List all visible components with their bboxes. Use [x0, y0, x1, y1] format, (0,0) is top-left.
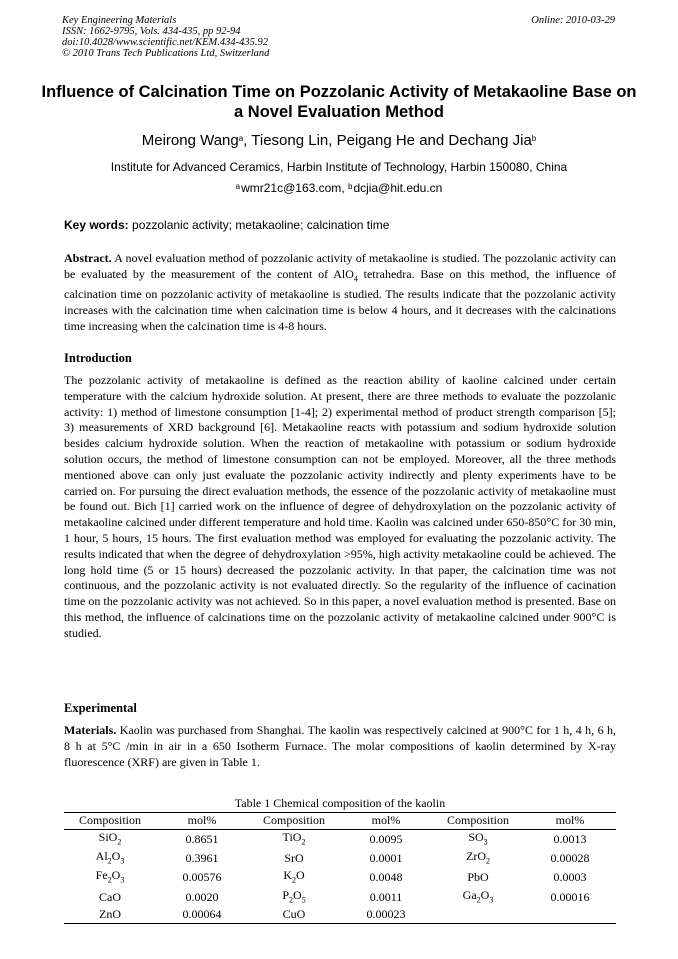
table-row: [64, 888, 616, 907]
composition-cell: TiO$_2$: [282, 829, 306, 846]
paper-title: Influence of Calcination Time on Pozzolanic Activity of Metakaoline Base on a Novel Evaluation Method: [41, 83, 637, 121]
composition-cell: ZnO: [64, 907, 156, 923]
composition-cell: CuO: [248, 907, 340, 923]
email-line: [40, 181, 638, 196]
author-mark: b: [531, 134, 537, 143]
affiliation: Institute for Advanced Ceramics, Harbin Institute of Technology, Harbin 150080, China: [110, 160, 568, 174]
author-name: Meirong Wang: [141, 132, 239, 149]
author-name: Tiesong Lin: [251, 132, 329, 149]
composition-table: [64, 812, 616, 924]
composition-cell: SiO$_2$: [98, 829, 122, 846]
composition-cell: PbO: [467, 870, 489, 885]
journal-header: [62, 15, 269, 59]
online-date: Online: 2010-03-29: [531, 15, 615, 26]
keywords-label: Key words:: [64, 218, 129, 232]
author-separator: and: [415, 132, 449, 149]
table-caption: Table 1 Chemical composition of the kaolin: [234, 796, 446, 810]
abstract-text: A novel evaluation method of pozzolanic activity of metakaoline is studied. The pozzolanic activity can be evaluated by the measurement of the content of AlO: [64, 251, 616, 281]
mol-percent-cell: 0.0095: [369, 831, 403, 846]
mol-percent-cell: 0.00576: [182, 870, 222, 885]
mol-percent-cell: 0.0020: [185, 889, 219, 904]
table-row: [64, 849, 616, 868]
materials-paragraph: [64, 723, 616, 770]
composition-cell: $Fe_2O_3$: [95, 868, 125, 885]
mol-percent-cell: 0.00028: [550, 851, 590, 866]
author-separator: ,: [328, 132, 337, 149]
mol-percent-cell: 0.00023: [340, 907, 432, 923]
mol-percent-cell: 0.0013: [553, 831, 587, 846]
column-header: mol%: [156, 813, 248, 830]
experimental-heading: Experimental: [64, 701, 137, 715]
mol-percent-cell: 0.0011: [369, 889, 403, 904]
email-address[interactable]: wmr21c@163.com: [241, 181, 342, 195]
composition-cell: $P_2O_5$: [282, 887, 306, 905]
composition-cell: $Al_2O_3$: [95, 848, 125, 866]
keywords-text: pozzolanic activity; metakaoline; calcination time: [128, 218, 390, 232]
abstract-label: Abstract.: [64, 251, 112, 265]
abstract: [64, 251, 616, 334]
table-body: [64, 829, 616, 923]
composition-cell: SrO: [284, 851, 304, 866]
mol-percent-cell: 0.0003: [553, 870, 587, 885]
email-separator: ,: [341, 181, 348, 195]
email-address[interactable]: dcjia@hit.edu.cn: [353, 181, 443, 195]
mol-percent-cell: 0.00064: [156, 907, 248, 923]
column-header: mol%: [524, 813, 616, 830]
mol-percent-cell: [524, 907, 616, 923]
author-mark: a: [238, 134, 244, 143]
table-header-row: [64, 813, 616, 830]
materials-label: Materials.: [64, 723, 117, 737]
keywords: [64, 218, 616, 233]
mol-percent-cell: 0.0001: [369, 851, 403, 866]
author-separator: ,: [243, 132, 252, 149]
column-header: mol%: [340, 813, 432, 830]
column-header: Composition: [64, 813, 156, 830]
column-header: Composition: [432, 813, 524, 830]
mol-percent-cell: 0.3961: [185, 851, 219, 866]
copyright-line: © 2010 Trans Tech Publications Ltd, Switzerland: [62, 48, 270, 59]
email-mark: a: [235, 182, 241, 191]
materials-text: Kaolin was purchased from Shanghai. The kaolin was respectively calcined at 900°C for 1 h, 4 h, 6 h, 8 h at 5°C /min in air in a 650 Isotherm Furnace. The molar compositions of kaolin determined by X-ray fluorescence (XRF) are given in Table 1.: [64, 723, 616, 769]
composition-cell: $K_2O$: [283, 868, 305, 885]
table-row: [64, 829, 616, 849]
abstract-subscript: 4: [353, 274, 358, 284]
journal-name: Key Engineering Materials: [62, 15, 177, 26]
doi-line: doi:10.4028/www.scientific.net/KEM.434-435.92: [62, 37, 268, 48]
composition-cell: CaO: [99, 889, 121, 904]
mol-percent-cell: 0.00016: [550, 889, 590, 904]
composition-cell: $SO_3$: [468, 829, 488, 846]
table-row: [64, 868, 616, 887]
mol-percent-cell: 0.0048: [369, 870, 403, 885]
author-name: Dechang Jia: [448, 132, 532, 149]
composition-cell: ZrO$_2$: [466, 848, 490, 866]
author-list: [40, 132, 638, 150]
mol-percent-cell: 0.8651: [185, 831, 219, 846]
table-row: [64, 907, 616, 923]
introduction-heading: Introduction: [64, 351, 132, 365]
composition-cell: [432, 907, 524, 923]
author-name: Peigang He: [336, 132, 416, 149]
composition-cell: $Ga_2O_3$: [462, 887, 494, 905]
column-header: Composition: [248, 813, 340, 830]
issn-line: ISSN: 1662-9795, Vols. 434-435, pp 92-94: [62, 26, 241, 37]
introduction-text: The pozzolanic activity of metakaoline is defined as the reaction ability of kaoline calcined under certain temperature with the calcium hydroxide solution. At present, there are three methods to evaluate the pozzolanic activity: 1) method of limestone consumption [1-4]; 2) experimental method of product strength comparison [5]; 3) measurements of XRD background [6]. Metakaoline reacts with potassium and sodium hydroxide solution besides calcium hydroxide solution. When the reaction of metakaoline with potassium or sodium hydroxide solution occurs, the method of limestone consumption can not be employed. Moreover, all the three methods mentioned above can only just evaluate the pozzolanic activity indirectly and plenty experiments have to be carried on. For pursuing the direct evaluation methods, the essence of the pozzolanic activity of metakaoline must be found out. Bich [1] carried work on the influence of degree of dehydroxylation on the pozzolanic activity of metakaoline calcined under different temperature and hold time. Kaolin was calcined under 650-850°C for 30 min, 1 hour, 5 hours, 15 hours. The first evaluation method was employed for evaluating the pozzolanic activity. The results indicated that when the degree of dehydroxylation >95%, high activity metakaoline could be achieved. The long hold time (5 or 15 hours) decreased the pozzolanic activity. In that paper, the calcination time was not continuous, and the pozzolanic activity is not evaluated directly. So the regularity of the influence of cacination time on the pozzolanic activity was not achieved. So in this paper, a novel evaluation method is presented. Base on this method, the influence of calcinations time on the pozzolanic activity of metakaoline calcined under 900°C is studied.: [64, 373, 616, 640]
email-mark: b: [347, 182, 353, 191]
abstract-text: tetrahedra. Base on this method, the influence of calcination time on pozzolanic activity of metakaoline is studied. The results indicate that the pozzolanic activity increases with the calcination time when calcination time is below 4 hours, and it decreases with the calcinations time increasing when the calcination time is 4-8 hours.: [64, 266, 616, 333]
